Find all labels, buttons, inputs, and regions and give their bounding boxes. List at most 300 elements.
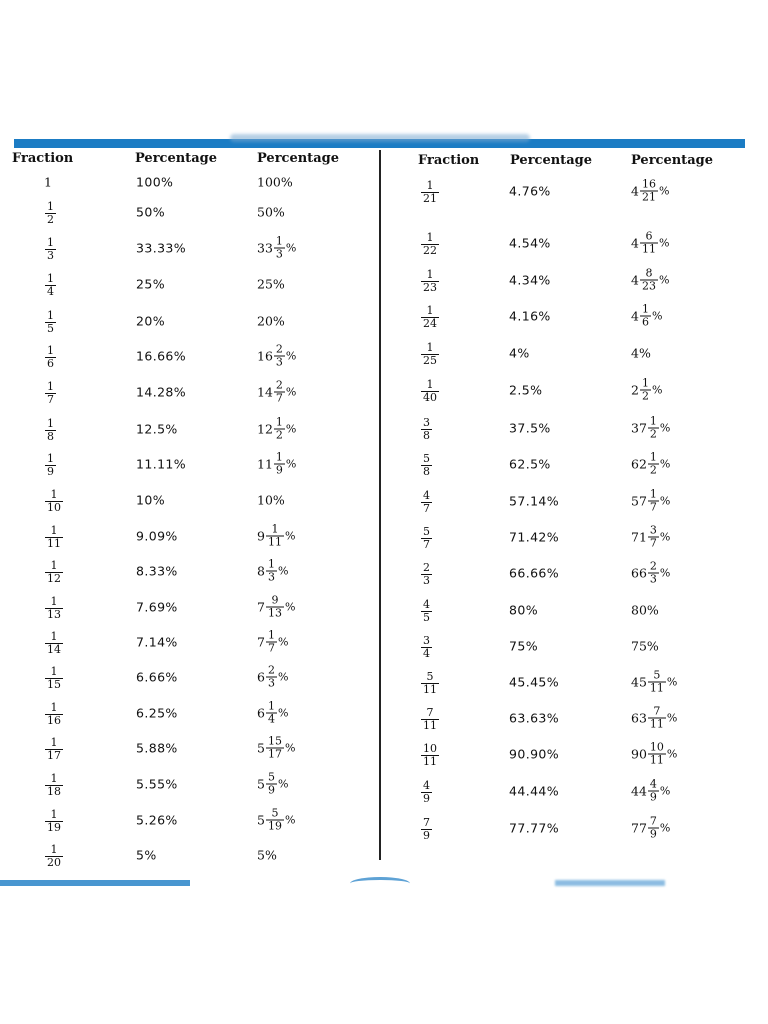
fraction-cell — [44, 450, 57, 478]
percent-sign: % — [658, 236, 670, 250]
table-row — [382, 813, 768, 843]
percent-sign: % — [659, 494, 671, 508]
whole-part: 33 — [257, 240, 273, 256]
percentage-cell: 5.26% — [136, 812, 178, 828]
whole-part: 4 — [631, 183, 639, 199]
table-row — [382, 558, 768, 588]
denominator: 21 — [641, 190, 656, 204]
fraction — [421, 453, 432, 478]
denominator: 4 — [267, 712, 275, 726]
exact-percentage-cell — [631, 639, 659, 654]
exact-percentage-cell — [257, 559, 288, 584]
fraction-cell — [44, 806, 64, 834]
percentage-cell: 14.28% — [136, 384, 187, 400]
fraction-cell — [420, 559, 433, 587]
numerator: 1 — [275, 415, 283, 429]
fraction-cell — [44, 378, 57, 406]
fraction — [421, 490, 432, 515]
fraction — [45, 773, 63, 798]
denominator: 23 — [641, 279, 656, 293]
numerator: 1 — [50, 843, 58, 856]
fraction — [45, 525, 63, 550]
table-row — [382, 413, 768, 443]
numerator: 7 — [423, 816, 430, 829]
denominator: 11 — [649, 753, 664, 767]
denominator: 17 — [267, 747, 282, 761]
numerator: 3 — [649, 523, 657, 537]
percent-sign: % — [277, 635, 289, 649]
numerator: 1 — [47, 200, 54, 213]
denominator: 9 — [649, 790, 657, 804]
table-row — [0, 627, 380, 657]
table-row — [0, 840, 380, 870]
percent-sign: % — [659, 821, 671, 835]
whole-part: 37 — [631, 420, 647, 436]
percentage-cell: 45.45% — [509, 674, 560, 690]
fraction — [45, 237, 56, 262]
numerator: 7 — [426, 706, 434, 719]
whole-part: 44 — [631, 783, 647, 799]
numerator: 1 — [50, 772, 58, 785]
whole-part: 7 — [257, 634, 265, 650]
denominator: 2 — [275, 428, 283, 442]
exact-percentage-cell — [257, 175, 293, 190]
mixed-number — [631, 416, 670, 441]
mixed-number — [257, 559, 288, 584]
numerator: 1 — [426, 268, 434, 281]
fraction — [421, 526, 432, 551]
table-row — [382, 739, 768, 769]
denominator: 4 — [47, 285, 54, 298]
numerator: 1 — [275, 234, 283, 248]
fraction — [421, 743, 439, 768]
mixed-number — [257, 630, 288, 655]
fraction — [274, 344, 285, 369]
fraction — [45, 702, 63, 727]
percentage-cell: 5.55% — [136, 776, 178, 792]
header-percentage: Percentage — [135, 151, 217, 166]
fraction — [421, 417, 432, 442]
denominator: 11 — [267, 535, 282, 549]
mixed-number — [631, 378, 662, 403]
percentage-cell: 77.77% — [509, 820, 560, 836]
percentage-cell: 20% — [136, 313, 165, 329]
fraction — [266, 808, 284, 833]
denominator: 19 — [267, 819, 282, 833]
exact-percentage-cell — [631, 670, 677, 695]
fraction — [266, 524, 284, 549]
denominator: 9 — [649, 827, 657, 841]
exact-percentage-cell — [257, 277, 285, 292]
exact-percentage-cell — [631, 231, 669, 256]
whole-part: 9 — [257, 528, 265, 544]
fraction-cell — [44, 699, 64, 727]
fraction — [648, 561, 659, 586]
whole-part: 71 — [631, 529, 647, 545]
mixed-number — [257, 236, 296, 261]
percentage-cell: 9.09% — [136, 528, 178, 544]
denominator: 7 — [275, 391, 283, 405]
whole-part: 57 — [631, 493, 647, 509]
exact-percentage-cell — [257, 736, 295, 761]
fraction — [45, 560, 63, 585]
fraction — [45, 844, 63, 869]
table-row — [382, 265, 768, 295]
fraction-cell — [420, 740, 440, 768]
exact-value: 10% — [257, 492, 285, 508]
fraction-cell — [44, 628, 64, 656]
whole-part: 90 — [631, 746, 647, 762]
percent-sign: % — [284, 600, 296, 614]
denominator: 20 — [47, 856, 61, 869]
table-row — [0, 769, 380, 799]
fraction — [266, 701, 277, 726]
whole-part: 5 — [257, 812, 265, 828]
fraction — [648, 489, 659, 514]
percent-sign: % — [285, 349, 297, 363]
numerator: 7 — [653, 704, 661, 718]
fraction-cell — [44, 770, 64, 798]
denominator: 13 — [267, 606, 282, 620]
percent-sign: % — [666, 711, 678, 725]
table-row — [0, 449, 380, 479]
percentage-cell: 4% — [509, 345, 530, 361]
denominator: 2 — [649, 463, 657, 477]
exact-value: 80% — [631, 602, 659, 618]
numerator: 4 — [649, 777, 657, 791]
fraction — [45, 201, 56, 226]
exact-value: 25% — [257, 276, 285, 292]
exact-percentage-cell — [257, 665, 288, 690]
fraction — [274, 380, 285, 405]
fraction-cell — [420, 814, 433, 842]
percentage-cell: 50% — [136, 204, 165, 220]
mixed-number — [631, 304, 662, 329]
denominator: 9 — [423, 792, 430, 805]
exact-value: 5% — [257, 847, 277, 863]
fraction-cell — [420, 302, 440, 330]
percentage-cell: 12.5% — [136, 421, 178, 437]
table-row — [0, 521, 380, 551]
fraction — [274, 452, 285, 477]
numerator: 5 — [423, 452, 430, 465]
exact-percentage-cell — [631, 742, 677, 767]
table-row — [382, 522, 768, 552]
denominator: 11 — [649, 717, 664, 731]
fraction-cell — [420, 668, 440, 696]
fraction-cell — [420, 266, 440, 294]
numerator: 5 — [271, 806, 279, 820]
percentage-cell: 8.33% — [136, 563, 178, 579]
percentage-cell: 5% — [136, 847, 157, 863]
denominator: 11 — [423, 683, 437, 696]
exact-value: 100% — [257, 174, 293, 190]
fraction-cell — [44, 841, 64, 869]
mixed-number — [631, 525, 670, 550]
header-percentage: Percentage — [510, 153, 592, 168]
table-row — [382, 301, 768, 331]
percent-sign: % — [658, 184, 670, 198]
percent-sign: % — [658, 273, 670, 287]
denominator: 17 — [47, 749, 61, 762]
table-row — [0, 556, 380, 586]
exact-percentage-cell — [631, 378, 662, 403]
fraction-cell — [420, 704, 440, 732]
percentage-cell: 4.34% — [509, 272, 551, 288]
denominator: 9 — [423, 829, 430, 842]
table-row — [382, 776, 768, 806]
exact-percentage-cell — [257, 848, 277, 863]
exact-percentage-cell — [631, 179, 669, 204]
mixed-number — [631, 452, 670, 477]
numerator: 5 — [426, 670, 434, 683]
table-row — [0, 269, 380, 299]
numerator: 3 — [423, 416, 430, 429]
mixed-number — [631, 179, 669, 204]
mixed-number — [257, 452, 296, 477]
fraction — [266, 772, 277, 797]
percentage-cell: 66.66% — [509, 565, 560, 581]
percent-sign: % — [277, 706, 289, 720]
numerator: 5 — [423, 525, 430, 538]
denominator: 8 — [47, 430, 54, 443]
numerator: 1 — [47, 452, 54, 465]
fraction — [648, 706, 666, 731]
numerator: 1 — [50, 808, 58, 821]
numerator: 2 — [275, 342, 283, 356]
mixed-number — [257, 417, 296, 442]
percentage-cell: 11.11% — [136, 456, 187, 472]
percentage-cell: 10% — [136, 492, 165, 508]
fraction — [45, 310, 56, 335]
fraction — [421, 707, 439, 732]
denominator: 3 — [275, 247, 283, 261]
fraction — [640, 231, 658, 256]
exact-percentage-cell — [631, 489, 670, 514]
numerator: 4 — [423, 598, 430, 611]
whole-part: 4 — [631, 272, 639, 288]
percent-sign: % — [285, 422, 297, 436]
denominator: 11 — [641, 242, 656, 256]
fraction — [648, 452, 659, 477]
fraction-cell — [44, 486, 64, 514]
fraction — [421, 635, 432, 660]
fraction — [648, 416, 659, 441]
fraction — [266, 630, 277, 655]
denominator: 11 — [423, 755, 437, 768]
numerator: 1 — [271, 522, 279, 536]
denominator: 9 — [47, 465, 54, 478]
denominator: 6 — [641, 315, 649, 329]
fraction — [648, 816, 659, 841]
fraction — [45, 418, 56, 443]
numerator: 4 — [423, 489, 430, 502]
numerator: 1 — [426, 304, 434, 317]
mixed-number — [257, 344, 296, 369]
denominator: 2 — [47, 213, 54, 226]
whole-part: 63 — [631, 710, 647, 726]
whole-part: 12 — [257, 421, 273, 437]
mixed-number — [257, 380, 296, 405]
percentage-cell: 63.63% — [509, 710, 560, 726]
exact-percentage-cell — [257, 314, 285, 329]
whole-part: 5 — [257, 776, 265, 792]
denominator: 7 — [649, 500, 657, 514]
numerator: 2 — [649, 559, 657, 573]
fraction — [45, 596, 63, 621]
fraction-cell — [420, 523, 433, 551]
denominator: 14 — [47, 643, 61, 656]
mixed-number — [631, 706, 677, 731]
numerator: 1 — [275, 450, 283, 464]
exact-percentage-cell — [257, 772, 288, 797]
numerator: 5 — [267, 770, 275, 784]
fraction-cell — [44, 663, 64, 691]
exact-percentage-cell — [257, 595, 295, 620]
fraction — [266, 595, 284, 620]
fraction — [266, 665, 277, 690]
exact-percentage-cell — [257, 493, 285, 508]
fraction-cell — [44, 342, 57, 370]
numerator: 1 — [50, 701, 58, 714]
numerator: 1 — [47, 309, 54, 322]
fraction — [274, 236, 285, 261]
numerator: 7 — [649, 814, 657, 828]
whole-part: 8 — [257, 563, 265, 579]
table-row — [0, 698, 380, 728]
table-row — [0, 805, 380, 835]
fraction — [421, 599, 432, 624]
denominator: 3 — [275, 355, 283, 369]
denominator: 2 — [649, 427, 657, 441]
numerator: 3 — [423, 634, 430, 647]
numerator: 2 — [423, 561, 430, 574]
exact-percentage-cell — [257, 452, 296, 477]
exact-percentage-cell — [631, 603, 659, 618]
percentage-cell: 7.69% — [136, 599, 178, 615]
table-row — [0, 306, 380, 336]
numerator: 1 — [47, 236, 54, 249]
table-row — [0, 662, 380, 692]
fraction-cell — [44, 522, 64, 550]
fraction — [266, 736, 284, 761]
numerator: 1 — [267, 557, 275, 571]
fraction-cell — [420, 339, 440, 367]
exact-value: 20% — [257, 313, 285, 329]
whole-part: 62 — [631, 456, 647, 472]
percentage-cell: 4.16% — [509, 308, 551, 324]
exact-percentage-cell — [631, 416, 670, 441]
exact-percentage-cell — [631, 452, 670, 477]
percent-sign: % — [659, 530, 671, 544]
percentage-cell: 71.42% — [509, 529, 560, 545]
fraction — [421, 180, 439, 205]
fraction — [421, 671, 439, 696]
mixed-number — [257, 595, 295, 620]
whole-part: 2 — [631, 382, 639, 398]
percentage-cell: 16.66% — [136, 348, 187, 364]
numerator: 1 — [50, 488, 58, 501]
percentage-cell: 2.5% — [509, 382, 543, 398]
percent-sign: % — [277, 670, 289, 684]
footer-bar — [0, 880, 190, 886]
percentage-cell: 5.88% — [136, 740, 178, 756]
numerator: 1 — [47, 417, 54, 430]
denominator: 7 — [423, 538, 430, 551]
mixed-number — [257, 772, 288, 797]
fraction — [421, 305, 439, 330]
whole-part: 6 — [257, 669, 265, 685]
fraction — [648, 525, 659, 550]
fraction-cell — [44, 234, 57, 262]
fraction-cell — [420, 596, 433, 624]
numerator: 15 — [267, 734, 282, 748]
table-row — [0, 485, 380, 515]
fraction — [45, 489, 63, 514]
denominator: 12 — [47, 572, 61, 585]
denominator: 7 — [267, 641, 275, 655]
percentage-cell: 25% — [136, 276, 165, 292]
header-fraction: Fraction — [12, 151, 74, 166]
table-row — [382, 667, 768, 697]
table-row — [0, 733, 380, 763]
whole-part: 6 — [257, 705, 265, 721]
denominator: 21 — [423, 192, 437, 205]
percent-sign: % — [666, 675, 678, 689]
mixed-number — [631, 231, 669, 256]
percentage-cell: 6.25% — [136, 705, 178, 721]
percentage-cell: 7.14% — [136, 634, 178, 650]
exact-percentage-cell — [257, 808, 295, 833]
fraction — [45, 453, 56, 478]
denominator: 7 — [423, 502, 430, 515]
whole-part: 16 — [257, 348, 273, 364]
mixed-number — [631, 779, 670, 804]
numerator: 16 — [641, 177, 656, 191]
fraction — [45, 737, 63, 762]
denominator: 23 — [423, 281, 437, 294]
fraction — [45, 809, 63, 834]
percentage-cell: 6.66% — [136, 669, 178, 685]
denominator: 11 — [649, 681, 664, 695]
header-percentage-fraction: Percentage — [631, 153, 713, 168]
denominator: 15 — [47, 678, 61, 691]
fraction-cell — [44, 734, 64, 762]
denominator: 10 — [47, 501, 61, 514]
denominator: 11 — [47, 537, 61, 550]
whole-part: 7 — [257, 599, 265, 615]
numerator: 1 — [426, 378, 434, 391]
exact-percentage-cell — [257, 701, 288, 726]
table-row — [382, 631, 768, 661]
percentage-cell: 75% — [509, 638, 538, 654]
fraction-cell — [44, 307, 57, 335]
fraction-cell — [44, 415, 57, 443]
percentage-cell: 4.54% — [509, 235, 551, 251]
whole-part: 11 — [257, 456, 273, 472]
exact-percentage-cell — [257, 236, 296, 261]
mixed-number — [257, 736, 295, 761]
numerator: 1 — [649, 414, 657, 428]
denominator: 8 — [423, 465, 430, 478]
denominator: 11 — [423, 719, 437, 732]
numerator: 1 — [267, 628, 275, 642]
numerator: 6 — [645, 229, 653, 243]
table-row — [382, 375, 768, 405]
table-row — [382, 595, 768, 625]
table-row — [0, 233, 380, 263]
exact-value: 4% — [631, 345, 651, 361]
